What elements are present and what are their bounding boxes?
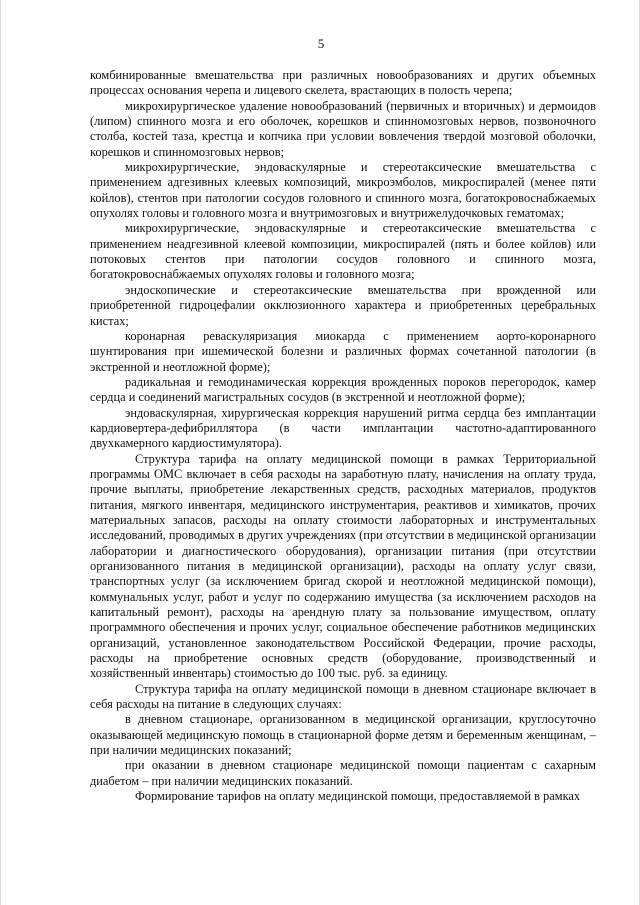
paragraph-7: радикальная и гемодинамическая коррекция врожденных пороков перегородок, камер сердца и соединений магистральных сосудов (в экстренной и неотложной форме); (90, 374, 596, 405)
paragraph-11: в дневном стационаре, организованном в медицинской организации, круглосуточно оказывающей медицинскую помощь в стационарной форме детям и беременным женщинам, – при наличии медицинских показаний; (90, 712, 596, 758)
paragraph-2: микрохирургическое удаление новообразований (первичных и вторичных) и дермоидов (липом) спинного мозга и его оболочек, корешков и спинномозговых нервов, позвоночного столба, костей таза, крестца и копчика при условии вовлечения твердой мозговой оболочки, корешков и спинномозговых нервов; (90, 98, 596, 159)
paragraph-6: коронарная реваскуляризация миокарда с применением аорто-коронарного шунтирования при ишемической болезни и различных формах сочетанной патологии (в экстренной и неотложной форме); (90, 328, 596, 374)
paragraph-13: Формирование тарифов на оплату медицинской помощи, предоставляемой в рамках (135, 789, 581, 804)
document-body (90, 68, 596, 805)
paragraph-3: микрохирургические, эндоваскулярные и стереотаксические вмешательства с применением адгезивных клеевых композиций, микроэмболов, микроспиралей (менее пяти койлов), стентов при патологии сосудов головного и спинного мозга, богатокровоснабжаемых опухолях головы и головного мозга и внутримозговых и внутрижелудочковых гематомах; (90, 160, 596, 221)
paragraph-12: при оказании в дневном стационаре медицинской помощи пациентам с сахарным диабетом – при наличии медицинских показаний. (90, 758, 596, 788)
paragraph-4: микрохирургические, эндоваскулярные и стереотаксические вмешательства с применением неадгезивной клеевой композиции, микроспиралей (пять и более койлов) или потоковых стентов при патологии сосудов головного и спинного мозга, богатокровоснабжаемых опухолях головы и головного мозга; (90, 221, 596, 282)
paragraph-9: Структура тарифа на оплату медицинской помощи в рамках Территориальной программы ОМС включает в себя расходы на заработную плату, начисления на оплату труда, прочие выплаты, приобретение лекарственных средств, расходных материалов, продуктов питания, мягкого инвентаря, медицинского инструментария, реактивов и химикатов, прочих материальных запасов, расходы на оплату стоимости лабораторных и инструментальных исследований, проводимых в других учреждениях (при отсутствии в медицинской организации лаборатории и диагностического оборудования), организации питания (при отсутствии организованного питания в медицинской организации), расходы на оплату услуг связи, транспортных услуг (за исключением бригад скорой и неотложной медицинской помощи), коммунальных услуг, работ и услуг по содержанию имущества (за исключением расходов на капитальный ремонт), расходы на арендную плату за пользование имуществом, оплату программного обеспечения и прочих услуг, социальное обеспечение работников медицинских организаций, установленное законодательством Российской Федерации, прочие расходы, расходы на приобретение основных средств (оборудование, производственный и хозяйственный инвентарь) стоимостью до 100 тыс. руб. за единицу. (90, 451, 596, 681)
page-number: 5 (317, 36, 325, 51)
paragraph-5: эндоскопические и стереотаксические вмешательства при врожденной или приобретенной гидроцефалии окклюзионного характера и приобретенных церебральных кистах; (90, 282, 596, 328)
paragraph-1: комбинированные вмешательства при различных новообразованиях и других объемных процессах основания черепа и лицевого скелета, врастающих в полость черепа; (90, 68, 596, 98)
paragraph-10: Структура тарифа на оплату медицинской помощи в дневном стационаре включает в себя расходы на питание в следующих случаях: (90, 681, 596, 712)
paragraph-8: эндоваскулярная, хирургическая коррекция нарушений ритма сердца без имплантации кардиовертера-дефибриллятора (в части имплантации частотно-адаптированного двухкамерного кардиостимулятора). (90, 405, 596, 451)
